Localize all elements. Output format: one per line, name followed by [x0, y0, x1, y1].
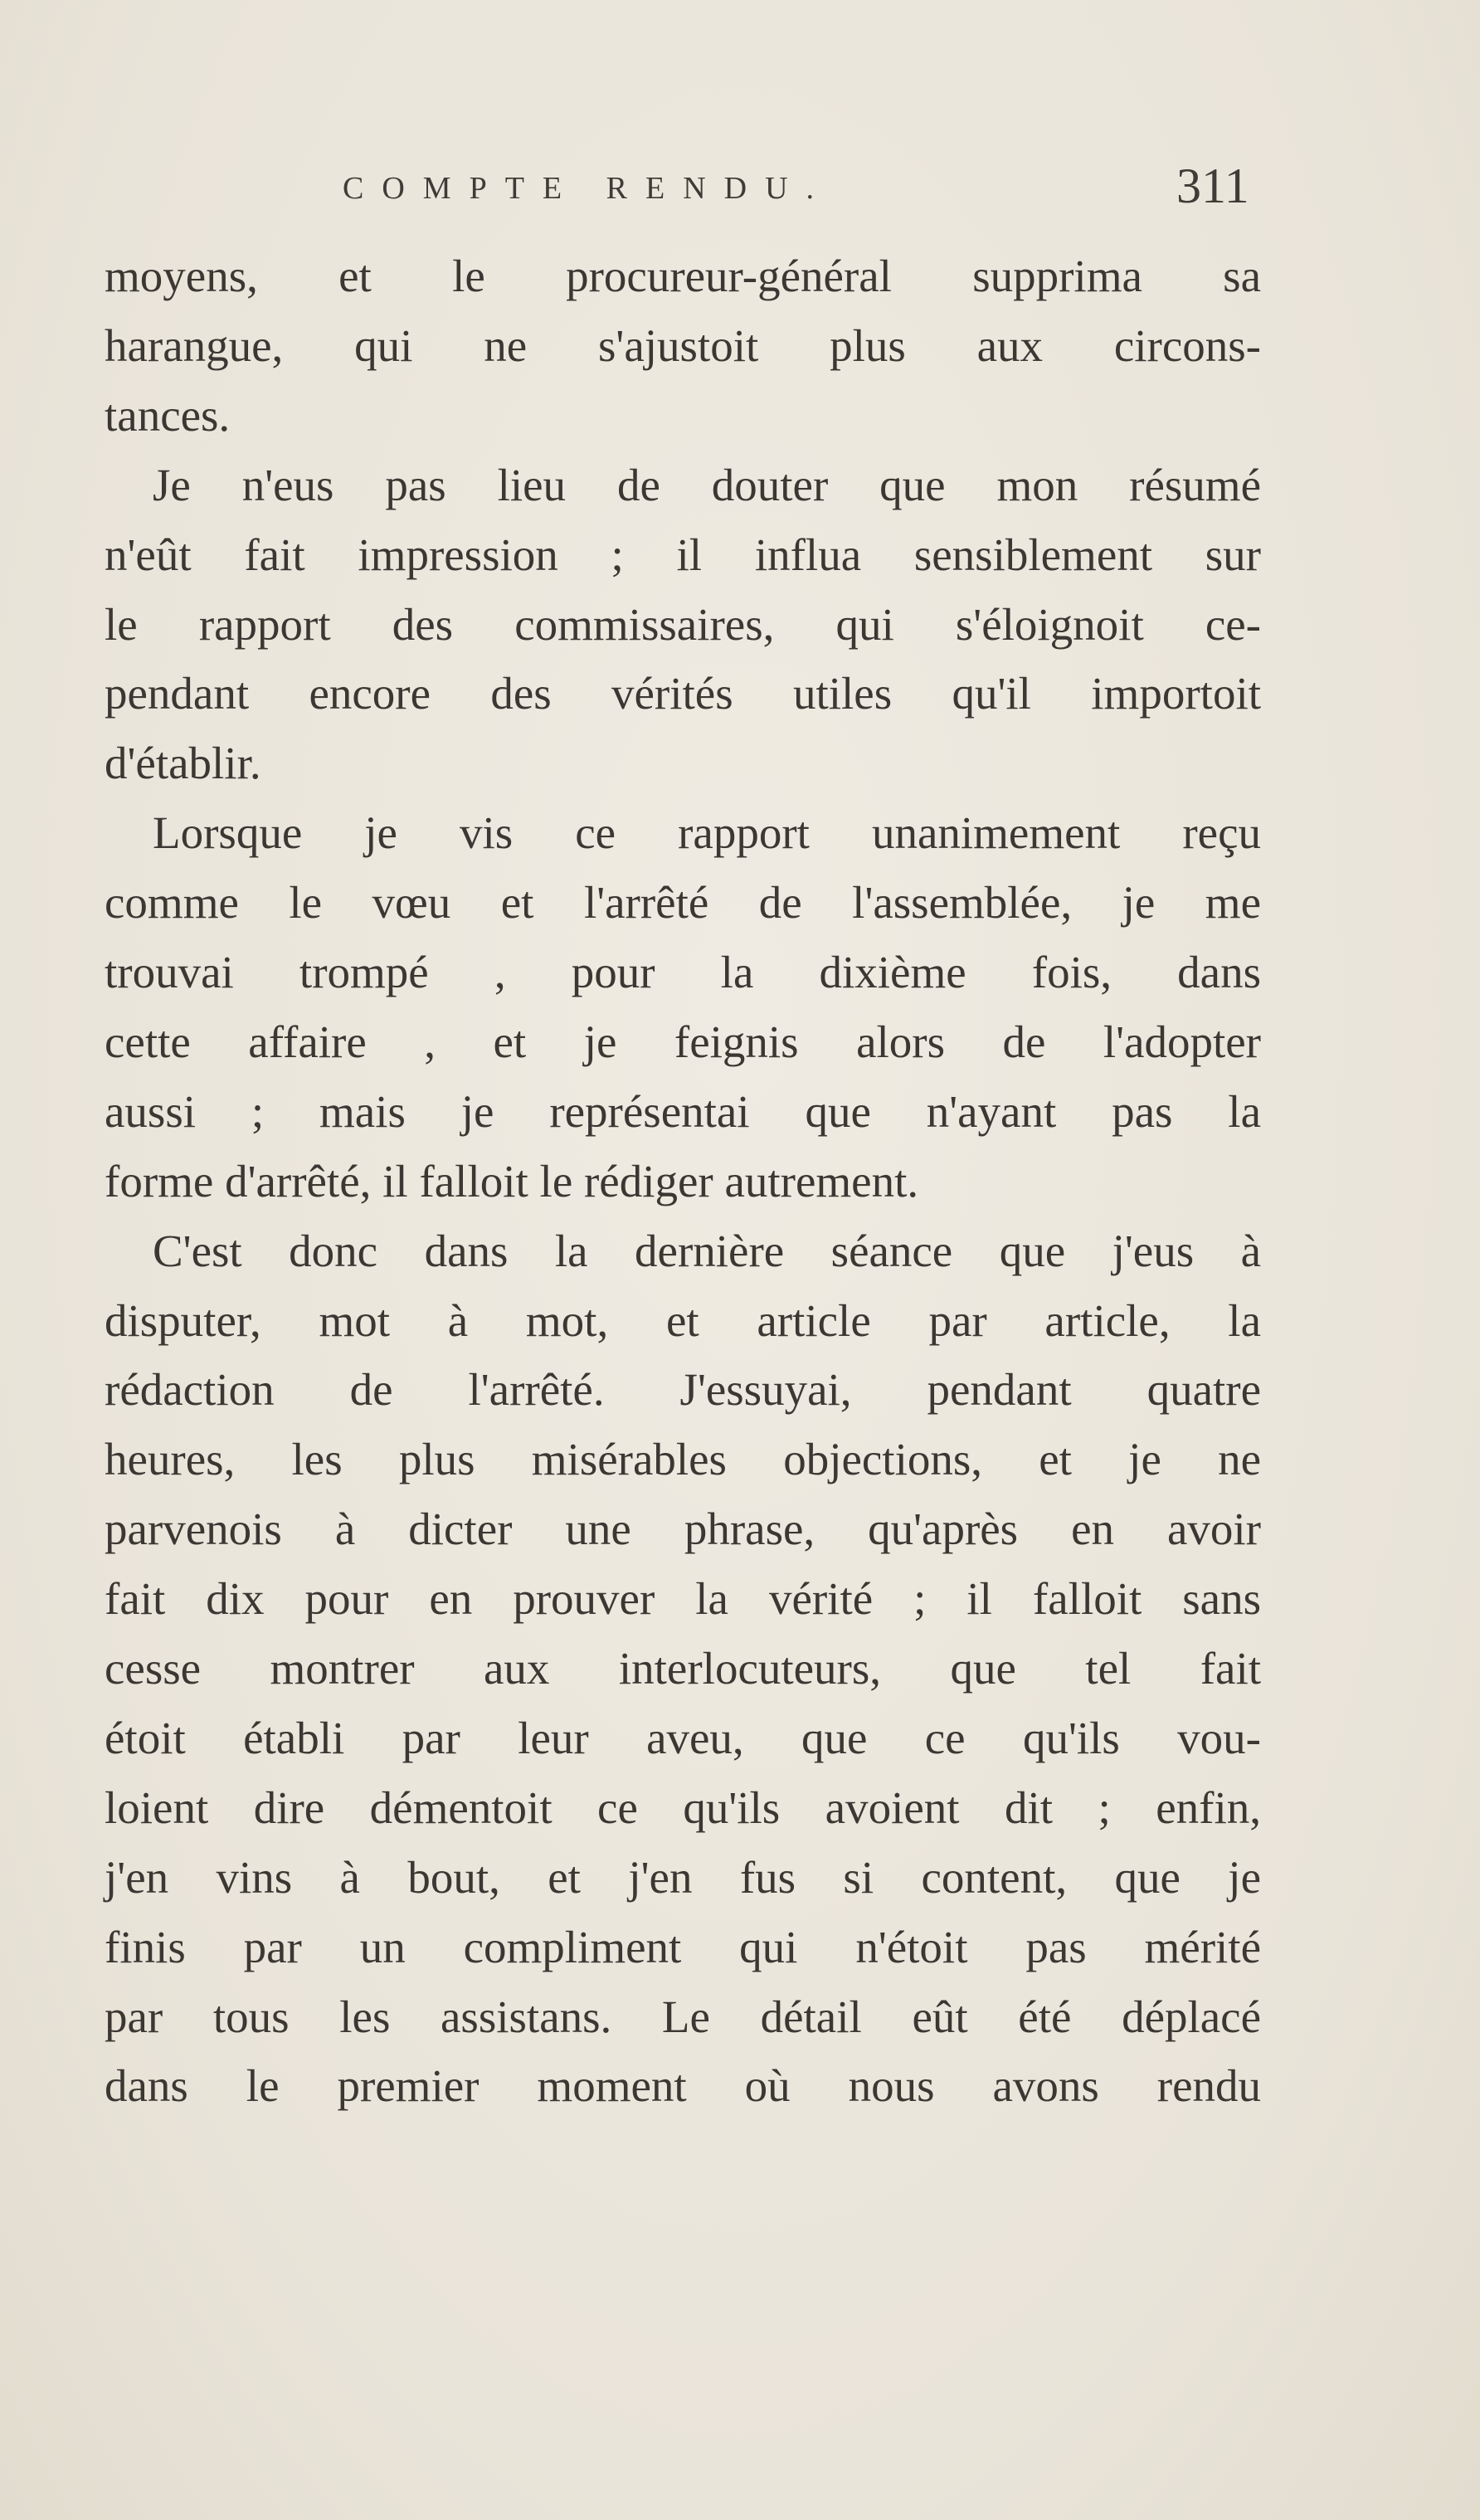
text-line: cette affaire , et je feignis alors de l'adopter: [105, 1016, 1261, 1067]
text-line: C'est donc dans la dernière séance que j'eus à: [153, 1225, 1261, 1276]
page-number: 311: [1176, 158, 1249, 213]
text-line: dans le premier moment où nous avons rendu: [105, 2060, 1261, 2112]
text-line: forme d'arrêté, il falloit le rédiger autrement.: [105, 1155, 919, 1206]
text-line: comme le vœu et l'arrêté de l'assemblée, je me: [105, 877, 1261, 929]
text-line: Je n'eus pas lieu de douter que mon résumé: [153, 459, 1261, 510]
text-line: le rapport des commissaires, qui s'éloignoit ce-: [105, 598, 1261, 650]
text-line: cesse montrer aux interlocuteurs, que tel fait: [105, 1643, 1261, 1694]
text-line: pendant encore des vérités utiles qu'il importoit: [105, 668, 1261, 719]
text-line: harangue, qui ne s'ajustoit plus aux circons-: [105, 319, 1261, 371]
text-line: Lorsque je vis ce rapport unanimement reçu: [153, 807, 1261, 859]
text-line: étoit établi par leur aveu, que ce qu'ils vou-: [105, 1712, 1261, 1763]
text-line: n'eût fait impression ; il influa sensiblement sur: [105, 529, 1261, 580]
text-line: rédaction de l'arrêté. J'essuyai, pendant quatre: [105, 1364, 1261, 1416]
running-head: COMPTE RENDU.: [343, 171, 833, 206]
text-line: d'établir.: [105, 738, 261, 789]
text-line: disputer, mot à mot, et article par article, la: [105, 1294, 1261, 1346]
text-line: aussi ; mais je représentai que n'ayant pas la: [105, 1085, 1261, 1137]
text-line: loient dire démentoit ce qu'ils avoient dit ; enfin,: [105, 1782, 1261, 1833]
text-line: finis par un compliment qui n'étoit pas mérité: [105, 1921, 1261, 1972]
text-line: heures, les plus misérables objections, et je ne: [105, 1434, 1261, 1485]
text-line: fait dix pour en prouver la vérité ; il falloit sans: [105, 1573, 1261, 1625]
text-line: moyens, et le procureur-général supprima sa: [105, 251, 1261, 301]
text-line: trouvai trompé , pour la dixième fois, dans: [105, 947, 1261, 997]
text-line: tances.: [105, 389, 231, 441]
text-line: par tous les assistans. Le détail eût été déplacé: [105, 1991, 1261, 2042]
text-line: parvenois à dicter une phrase, qu'après en avoir: [105, 1504, 1261, 1555]
text-line: j'en vins à bout, et j'en fus si content, que je: [105, 1851, 1261, 1903]
